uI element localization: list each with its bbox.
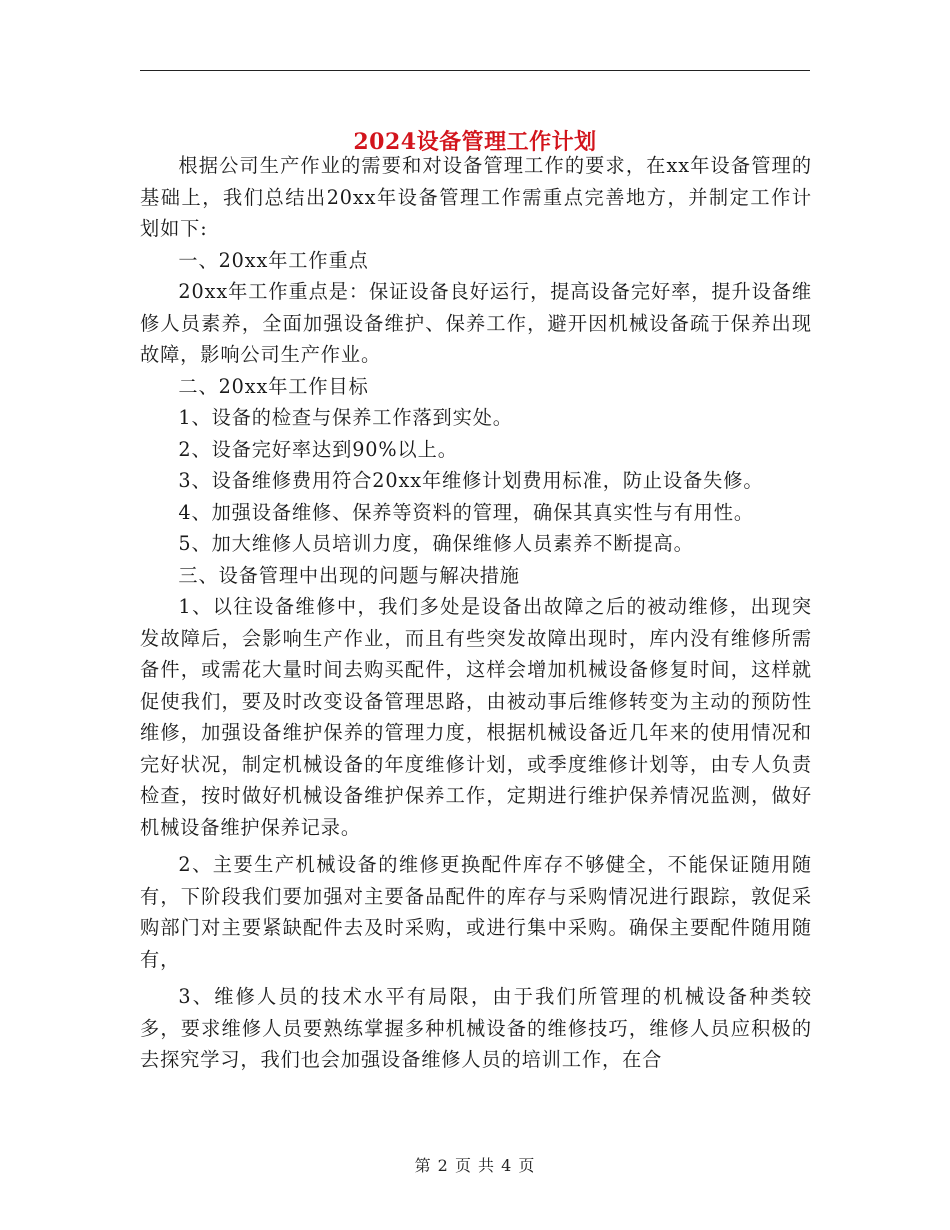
- goal-item-5: 5、加大维修人员培训力度，确保维修人员素养不断提高。: [178, 532, 694, 555]
- section-heading-goals: 二、20xx年工作目标: [178, 374, 369, 398]
- goal-item-2: 2、设备完好率达到90%以上。: [178, 437, 458, 461]
- goal-item-4: 4、加强设备维修、保养等资料的管理，确保其真实性与有用性。: [178, 500, 754, 524]
- intro-paragraph: 根据公司生产作业的需要和对设备管理工作的要求，在xx年设备管理的基础上，我们总结出20xx年设备管理工作需重点完善地方，并制定工作计划如下:: [140, 154, 812, 240]
- header-rule: [140, 70, 810, 71]
- section-heading-focus: 一、20xx年工作重点: [178, 248, 369, 272]
- document-body: [140, 150, 812, 1076]
- problem-item-3: 3、维修人员的技术水平有局限，由于我们所管理的机械设备种类较多，要求维修人员要熟练掌握多种机械设备的维修技巧，维修人员应积极的去探究学习，我们也会加强设备维修人员的培训工作，在合: [140, 985, 812, 1071]
- focus-paragraph: 20xx年工作重点是：保证设备良好运行，提高设备完好率，提升设备维修人员素养，全面加强设备维护、保养工作，避开因机械设备疏于保养出现故障，影响公司生产作业。: [140, 280, 812, 366]
- page-number-footer: 第 2 页 共 4 页: [414, 1156, 536, 1175]
- document-title: 2024设备管理工作计划: [353, 128, 597, 155]
- goal-item-3: 3、设备维修费用符合20xx年维修计划费用标准，防止设备失修。: [178, 469, 764, 492]
- section-heading-problems: 三、设备管理中出现的问题与解决措施: [178, 563, 520, 587]
- problem-item-2: 2、主要生产机械设备的维修更换配件库存不够健全，不能保证随用随有，下阶段我们要加强对主要备品配件的库存与采购情况进行跟踪，敦促采购部门对主要紧缺配件去及时采购，或进行集中采购。确保主要配件随用随有，: [140, 853, 812, 971]
- goal-item-1: 1、设备的检查与保养工作落到实处。: [178, 406, 513, 429]
- problem-item-1: 1、以往设备维修中，我们多处是设备出故障之后的被动维修，出现突发故障后，会影响生产作业，而且有些突发故障出现时，库内没有维修所需备件，或需花大量时间去购买配件，这样会增加机械设备修复时间，这样就促使我们，要及时改变设备管理思路，由被动事后维修转变为主动的预防性维修，加强设备维护保养的管理力度，根据机械设备近几年来的使用情况和完好状况，制定机械设备的年度维修计划，或季度维修计划等，由专人负责检查，按时做好机械设备维护保养工作，定期进行维护保养情况监测，做好机械设备维护保养记录。: [140, 595, 812, 839]
